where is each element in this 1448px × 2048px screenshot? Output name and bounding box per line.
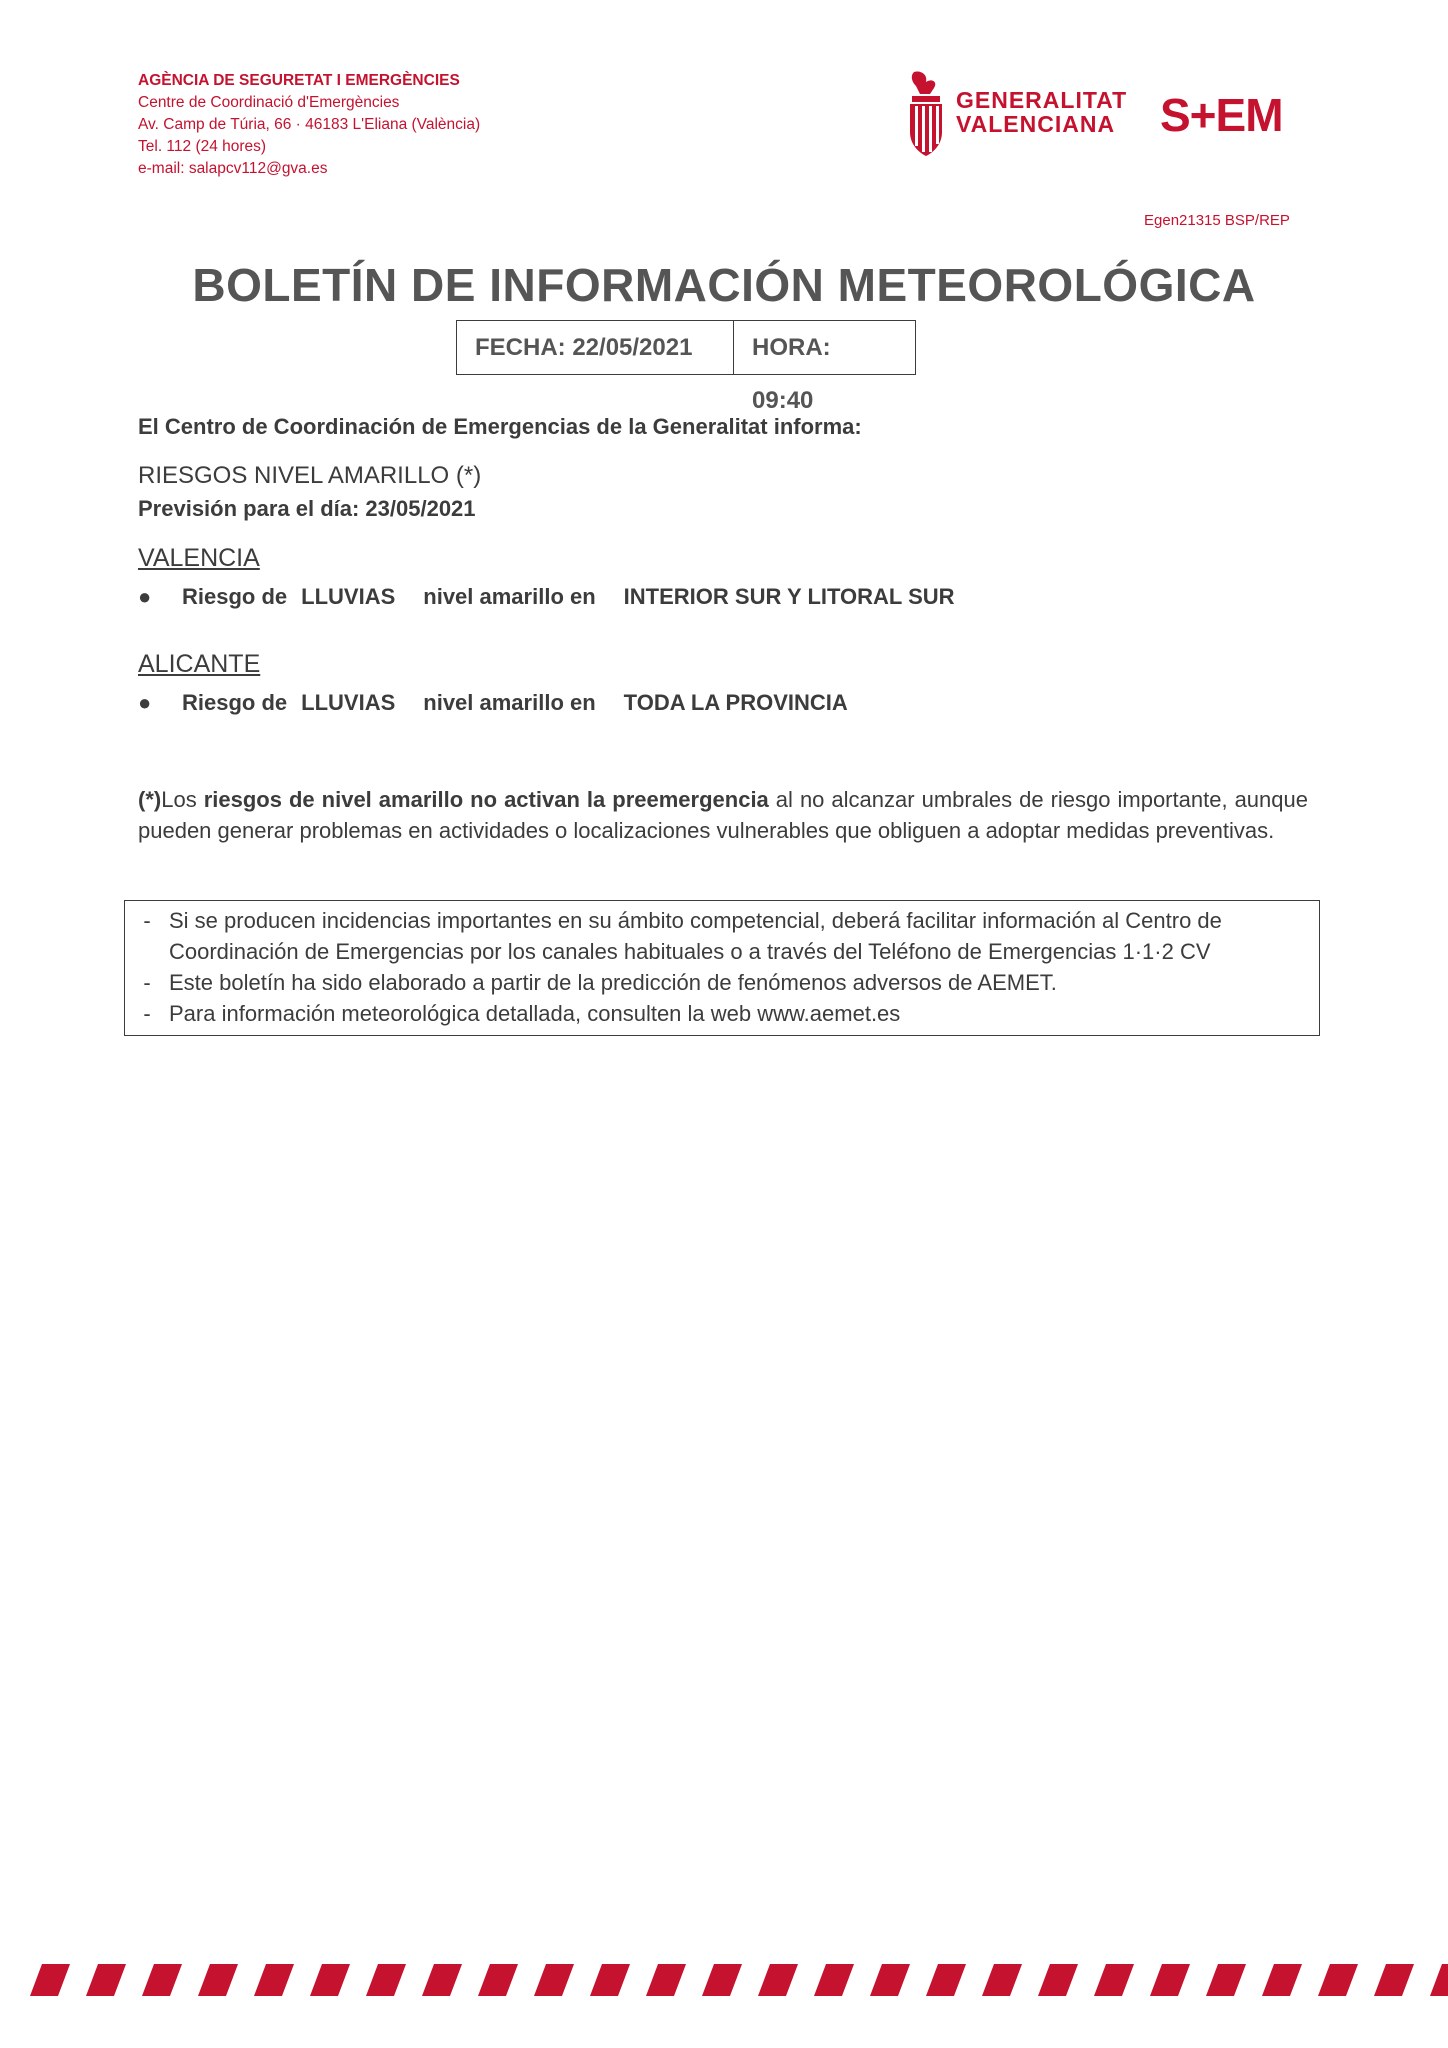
risk-prefix: Riesgo de <box>182 690 288 715</box>
footer-stripe <box>1262 1964 1302 1996</box>
agency-line-phone: Tel. 112 (24 hores) <box>138 138 267 155</box>
footer-stripe <box>30 1964 70 1996</box>
agency-line-center: Centre de Coordinació d'Emergències <box>138 94 400 111</box>
risk-prefix: Riesgo de <box>182 584 288 609</box>
yellow-level-note <box>138 784 1308 846</box>
note-part1: Los <box>161 787 204 812</box>
footer-stripe <box>1374 1964 1414 1996</box>
footer-stripe <box>814 1964 854 1996</box>
footer-stripe <box>142 1964 182 1996</box>
date-cell: FECHA: 22/05/2021 <box>457 321 734 374</box>
agency-title: AGÈNCIA DE SEGURETAT I EMERGÈNCIES <box>138 72 460 89</box>
footer-stripe <box>702 1964 742 1996</box>
footer-stripe <box>926 1964 966 1996</box>
footer-stripe <box>198 1964 238 1996</box>
info-box <box>124 900 1320 1036</box>
region-heading-valencia: VALENCIA <box>138 544 260 572</box>
footer-stripe <box>1206 1964 1246 1996</box>
generalitat-logo-text <box>956 88 1127 136</box>
note-bold: riesgos de nivel amarillo no activan la preemergencia <box>203 787 769 812</box>
dash-icon: - <box>143 970 151 995</box>
footer-stripe <box>646 1964 686 1996</box>
footer-stripe <box>870 1964 910 1996</box>
risk-middle: nivel amarillo en <box>423 690 596 715</box>
footer-stripe <box>254 1964 294 1996</box>
risk-zone: TODA LA PROVINCIA <box>623 690 848 715</box>
agency-line-email: e-mail: salapcv112@gva.es <box>138 160 328 177</box>
footer-stripes <box>0 1962 1448 2003</box>
footer-stripe <box>1094 1964 1134 1996</box>
info-item-text: Este boletín ha sido elaborado a partir de la predicción de fenómenos adversos de AEMET. <box>169 970 1057 995</box>
document-reference: Egen21315 BSP/REP <box>1144 212 1290 229</box>
footer-stripe <box>982 1964 1022 1996</box>
footer-stripe <box>366 1964 406 1996</box>
region-heading-alicante: ALICANTE <box>138 650 261 678</box>
info-item <box>125 967 1319 998</box>
bullet-icon: ● <box>138 584 152 609</box>
intro-text: El Centro de Coordinación de Emergencias de la Generalitat informa: <box>138 414 862 439</box>
note-mark: (*) <box>138 787 162 812</box>
footer-stripe <box>422 1964 462 1996</box>
risk-level-heading: RIESGOS NIVEL AMARILLO (*) <box>138 462 482 489</box>
agency-header <box>138 70 480 180</box>
time-cell: HORA: 09:40 <box>752 334 831 414</box>
info-item <box>125 998 1319 1029</box>
footer-stripe <box>1038 1964 1078 1996</box>
footer-stripe <box>1150 1964 1190 1996</box>
date-time-box <box>456 320 916 414</box>
dash-icon: - <box>143 908 151 933</box>
risk-middle: nivel amarillo en <box>423 584 596 609</box>
footer-stripe <box>1318 1964 1358 1996</box>
sem-logo: S+EM <box>1160 89 1283 141</box>
gv-logo-line2: VALENCIANA <box>956 111 1116 137</box>
coat-of-arms-icon <box>906 70 946 163</box>
risk-phenomenon: LLUVIAS <box>301 584 396 609</box>
bullet-icon: ● <box>138 690 152 715</box>
info-item <box>125 905 1319 967</box>
dash-icon: - <box>143 1001 151 1026</box>
footer-stripe <box>758 1964 798 1996</box>
risk-bullet-valencia <box>138 584 955 610</box>
gv-logo-line1: GENERALITAT <box>956 87 1128 113</box>
footer-stripe <box>590 1964 630 1996</box>
page-title: BOLETÍN DE INFORMACIÓN METEOROLÓGICA <box>192 259 1256 311</box>
footer-stripe <box>310 1964 350 1996</box>
risk-zone: INTERIOR SUR Y LITORAL SUR <box>623 584 955 609</box>
agency-line-address: Av. Camp de Túria, 66 · 46183 L'Eliana (València) <box>138 116 481 133</box>
info-item-text: Si se producen incidencias importantes en su ámbito competencial, deberá facilitar información al Centro de Coordinación de Emergencias por los canales habituales o a través del Teléfono de Emergencias 1·1·2 CV <box>169 908 1222 964</box>
risk-bullet-alicante <box>138 690 848 716</box>
footer-stripe <box>86 1964 126 1996</box>
info-item-text: Para información meteorológica detallada, consulten la web www.aemet.es <box>169 1001 901 1026</box>
forecast-date: Previsión para el día: 23/05/2021 <box>138 496 476 521</box>
footer-stripe <box>478 1964 518 1996</box>
note-part2: al no alcanzar umbrales de riesgo importante, aunque pueden generar problemas en actividades o localizaciones vulnerables que obliguen a adoptar medidas preventivas. <box>138 787 1308 843</box>
footer-stripe <box>1430 1964 1448 1996</box>
risk-phenomenon: LLUVIAS <box>301 690 396 715</box>
footer-stripe <box>534 1964 574 1996</box>
